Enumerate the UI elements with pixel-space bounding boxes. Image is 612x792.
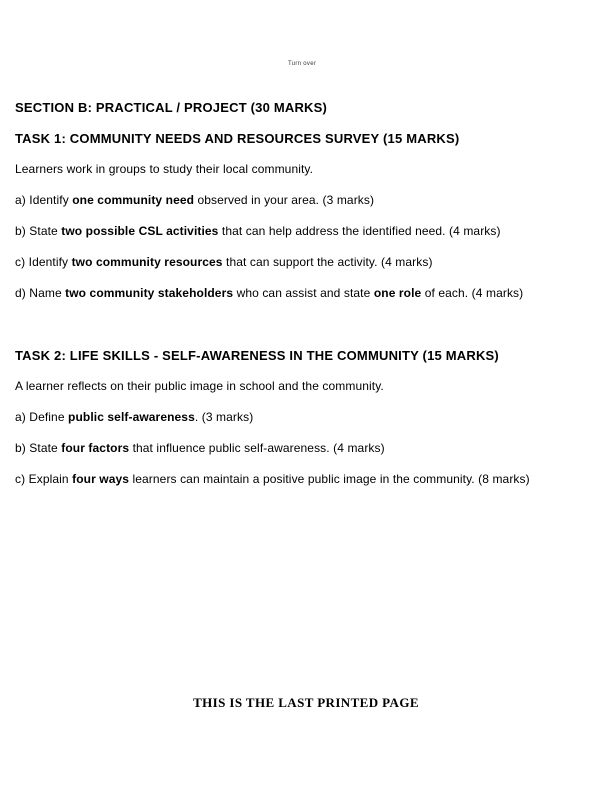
question-text: c) Explain [15, 472, 73, 486]
question-text: that influence public self-awareness. (4 marks) [129, 441, 385, 455]
question-text: a) Define [15, 410, 69, 424]
question-text: d) Name [15, 286, 66, 300]
last-printed-page-notice: THIS IS THE LAST PRINTED PAGE [193, 695, 419, 710]
bold-term: one community need [72, 193, 195, 207]
task1-question-d [15, 285, 600, 302]
bold-term: one role [373, 286, 422, 300]
question-text: c) Identify [15, 255, 72, 269]
question-text: b) State [15, 224, 62, 238]
task1-question-b [15, 223, 600, 240]
bold-term: two community stakeholders [65, 286, 234, 300]
question-text: b) State [15, 441, 62, 455]
task2-question-c [15, 471, 600, 488]
question-text: . (3 marks) [194, 410, 254, 424]
question-text: observed in your area. (3 marks) [194, 193, 375, 207]
task1-intro: Learners work in groups to study their local community. [15, 162, 314, 176]
bold-term: four ways [72, 472, 130, 486]
task2-intro: A learner reflects on their public image in school and the community. [15, 379, 384, 393]
bold-term: two possible CSL activities [61, 224, 219, 238]
task2-title: TASK 2: LIFE SKILLS - SELF-AWARENESS IN THE COMMUNITY (15 MARKS) [15, 348, 499, 363]
bold-term: public self-awareness [68, 410, 195, 424]
task2-question-b [15, 440, 600, 457]
question-text: of each. (4 marks) [421, 286, 524, 300]
question-text: a) Identify [15, 193, 73, 207]
question-text: that can support the activity. (4 marks) [222, 255, 433, 269]
question-text: that can help address the identified need. (4 marks) [218, 224, 501, 238]
task2-question-a [15, 409, 600, 426]
task1-title: TASK 1: COMMUNITY NEEDS AND RESOURCES SURVEY (15 MARKS) [15, 131, 460, 146]
bold-term: four factors [61, 441, 130, 455]
question-text: learners can maintain a positive public image in the community. (8 marks) [129, 472, 530, 486]
bold-term: two community resources [71, 255, 223, 269]
task1-question-c [15, 254, 600, 271]
turn-over-note: Turn over [288, 61, 317, 67]
question-text: who can assist and state [233, 286, 374, 300]
task1-question-a [15, 192, 600, 209]
section-b-title: SECTION B: PRACTICAL / PROJECT (30 MARKS) [15, 100, 328, 115]
